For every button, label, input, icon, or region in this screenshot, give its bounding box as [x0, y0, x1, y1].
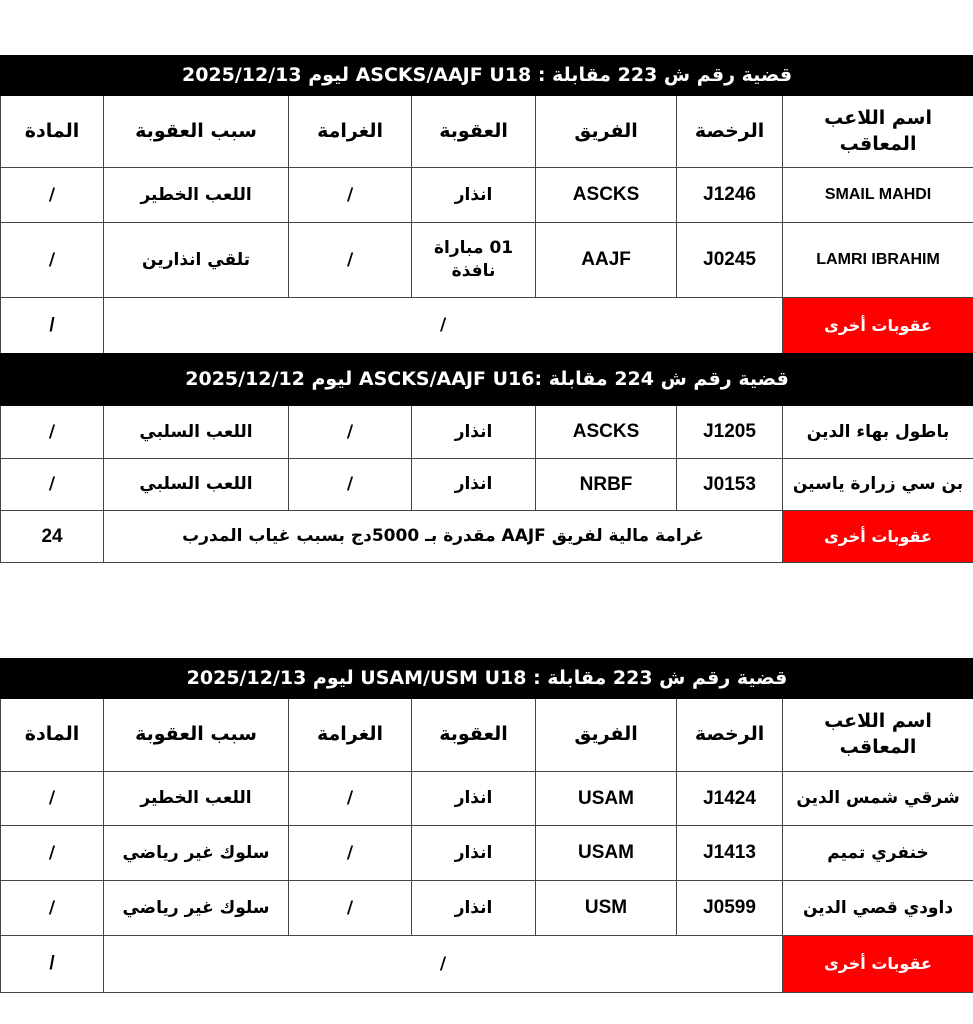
header-row: [1, 96, 973, 168]
cell-article: /: [1, 168, 104, 223]
cell-fine: /: [289, 881, 412, 936]
cell-player-name: LAMRI IBRAHIM: [783, 223, 973, 298]
table-row: [1, 459, 973, 511]
column-header-reason: سبب العقوبة: [104, 96, 289, 168]
column-header-reason: سبب العقوبة: [104, 699, 289, 772]
header-row: [1, 699, 973, 772]
other-sanctions-article: /: [1, 936, 104, 993]
column-header-license: الرخصة: [677, 96, 783, 168]
cell-player-name: بن سي زرارة ياسين: [783, 459, 973, 511]
cell-reason: اللعب الخطير: [104, 772, 289, 826]
other-sanctions-text: غرامة مالية لفريق AAJF مقدرة بـ 5000دج بسبب غياب المدرب: [104, 511, 783, 563]
other-sanctions-row: [1, 511, 973, 563]
other-sanctions-text: /: [104, 936, 783, 993]
cell-article: /: [1, 406, 104, 459]
cell-license: J1246: [677, 168, 783, 223]
cell-player-name: داودي قصي الدين: [783, 881, 973, 936]
column-header-team: الفريق: [536, 96, 677, 168]
table-row: [1, 881, 973, 936]
cell-fine: /: [289, 223, 412, 298]
case-table: [0, 55, 973, 354]
cell-fine: /: [289, 772, 412, 826]
other-sanctions-article: 24: [1, 511, 104, 563]
other-sanctions-row: [1, 298, 973, 354]
column-header-sanction: العقوبة: [412, 96, 536, 168]
other-sanctions-label: عقوبات أخرى: [783, 511, 973, 563]
other-sanctions-row: [1, 936, 973, 993]
other-sanctions-text: /: [104, 298, 783, 354]
cell-fine: /: [289, 826, 412, 881]
cell-license: J0153: [677, 459, 783, 511]
cell-sanction: انذار: [412, 772, 536, 826]
column-header-license: الرخصة: [677, 699, 783, 772]
cell-article: /: [1, 772, 104, 826]
cell-reason: اللعب السلبي: [104, 406, 289, 459]
cell-article: /: [1, 881, 104, 936]
table-row: [1, 168, 973, 223]
cell-fine: /: [289, 406, 412, 459]
column-header-player-name: اسم اللاعب المعاقب: [783, 699, 973, 772]
cell-sanction: انذار: [412, 168, 536, 223]
cell-player-name: باطول بهاء الدين: [783, 406, 973, 459]
cell-team: USM: [536, 881, 677, 936]
cell-fine: /: [289, 168, 412, 223]
table-row: [1, 406, 973, 459]
cell-sanction: انذار: [412, 881, 536, 936]
cell-reason: اللعب السلبي: [104, 459, 289, 511]
column-header-fine: الغرامة: [289, 699, 412, 772]
cell-sanction: انذار: [412, 826, 536, 881]
other-sanctions-label: عقوبات أخرى: [783, 936, 973, 993]
column-header-team: الفريق: [536, 699, 677, 772]
other-sanctions-label: عقوبات أخرى: [783, 298, 973, 354]
cell-reason: اللعب الخطير: [104, 168, 289, 223]
cell-article: /: [1, 223, 104, 298]
cell-reason: سلوك غير رياضي: [104, 881, 289, 936]
cell-article: /: [1, 826, 104, 881]
cell-player-name: شرقي شمس الدين: [783, 772, 973, 826]
case-title: قضية رقم ش 224 مقابلة :ASCKS/AAJF U16 ليوم 2025/12/12: [1, 354, 973, 406]
cell-reason: تلقي انذارين: [104, 223, 289, 298]
cell-team: NRBF: [536, 459, 677, 511]
column-header-article: المادة: [1, 699, 104, 772]
cell-reason: سلوك غير رياضي: [104, 826, 289, 881]
column-header-sanction: العقوبة: [412, 699, 536, 772]
case-table: [0, 353, 973, 563]
table-row: [1, 772, 973, 826]
case-table: [0, 658, 973, 993]
cell-team: ASCKS: [536, 406, 677, 459]
cell-fine: /: [289, 459, 412, 511]
cell-sanction: 01 مباراة نافذة: [412, 223, 536, 298]
cell-team: AAJF: [536, 223, 677, 298]
cell-license: J0599: [677, 881, 783, 936]
case-title: قضية رقم ش 223 مقابلة : ASCKS/AAJF U18 ليوم 2025/12/13: [1, 56, 973, 96]
cell-license: J1413: [677, 826, 783, 881]
cell-license: J1424: [677, 772, 783, 826]
cell-player-name: SMAIL MAHDI: [783, 168, 973, 223]
cell-article: /: [1, 459, 104, 511]
cell-team: ASCKS: [536, 168, 677, 223]
column-header-player-name: اسم اللاعب المعاقب: [783, 96, 973, 168]
cell-license: J0245: [677, 223, 783, 298]
cell-player-name: خنفري تميم: [783, 826, 973, 881]
cell-team: USAM: [536, 772, 677, 826]
column-header-article: المادة: [1, 96, 104, 168]
cell-sanction: انذار: [412, 459, 536, 511]
table-row: [1, 826, 973, 881]
table-row: [1, 223, 973, 298]
cell-team: USAM: [536, 826, 677, 881]
case-title: قضية رقم ش 223 مقابلة : USAM/USM U18 ليوم 2025/12/13: [1, 659, 973, 699]
column-header-fine: الغرامة: [289, 96, 412, 168]
cell-license: J1205: [677, 406, 783, 459]
other-sanctions-article: /: [1, 298, 104, 354]
cell-sanction: انذار: [412, 406, 536, 459]
